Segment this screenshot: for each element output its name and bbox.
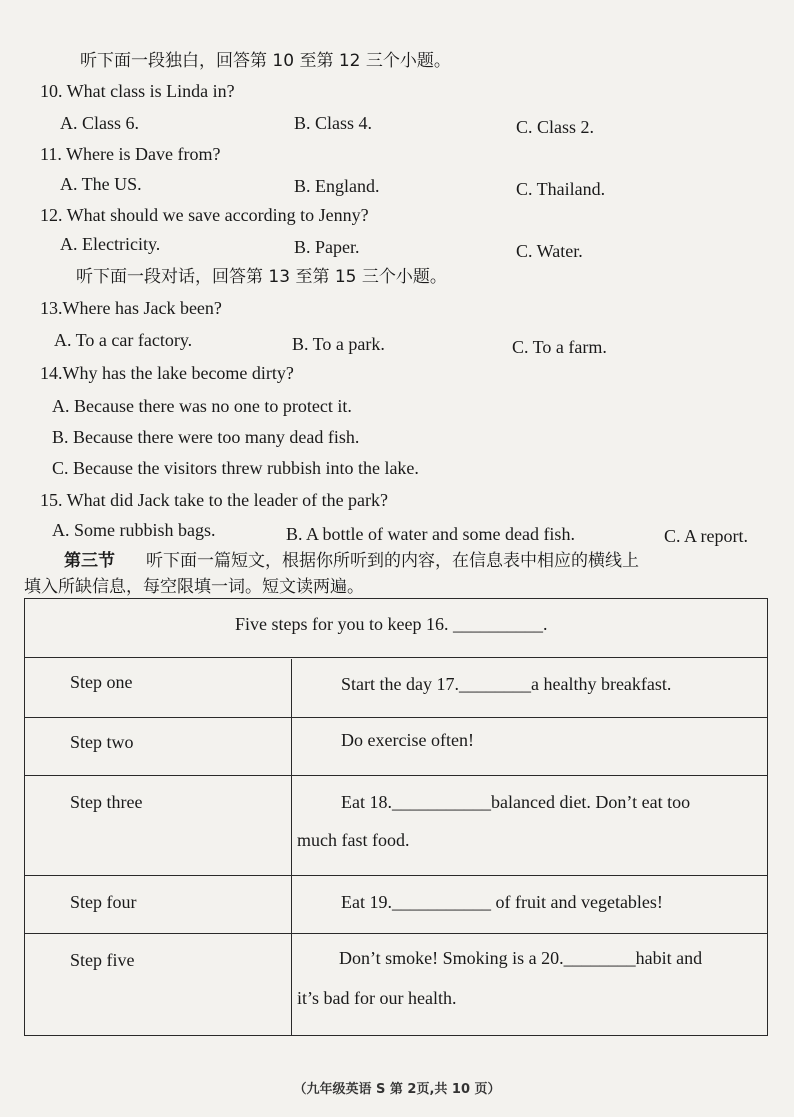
- q14-option-a: A. Because there was no one to protect it.: [52, 396, 352, 416]
- info-table: [24, 598, 768, 1036]
- step-content: Don’t smoke! Smoking is a 20.________habit and: [339, 948, 703, 968]
- q13-option-a: A. To a car factory.: [54, 330, 193, 350]
- step-content: Eat 18.___________balanced diet. Don’t eat too: [341, 792, 691, 812]
- table-title: Five steps for you to keep 16. __________.: [235, 614, 548, 634]
- step-content-continued: much fast food.: [297, 830, 410, 850]
- section3-heading: 第三节: [64, 551, 115, 571]
- section3-instruction-line2: 填入所缺信息，每空限填一词。短文读两遍。: [24, 577, 364, 597]
- question-15: 15. What did Jack take to the leader of the park?: [40, 490, 389, 510]
- table-divider: [25, 875, 767, 876]
- instruction-q13-15: 听下面一段对话，回答第 13 至第 15 三个小题。: [76, 267, 447, 287]
- q13-option-c: C. To a farm.: [512, 337, 607, 357]
- section3-instruction-line1: 听下面一篇短文，根据你所听到的内容，在信息表中相应的横线上: [146, 551, 639, 571]
- q12-option-a: A. Electricity.: [60, 234, 161, 254]
- q12-option-b: B. Paper.: [294, 237, 360, 257]
- q15-option-b: B. A bottle of water and some dead fish.: [286, 524, 575, 544]
- step-label: Step two: [70, 732, 134, 752]
- q10-option-c: C. Class 2.: [516, 117, 595, 137]
- q14-option-c: C. Because the visitors threw rubbish into the lake.: [52, 458, 419, 478]
- step-content-continued: it’s bad for our health.: [297, 988, 457, 1008]
- q13-option-b: B. To a park.: [292, 334, 385, 354]
- step-label: Step four: [70, 892, 137, 912]
- question-12: 12. What should we save according to Jenny?: [40, 205, 369, 225]
- table-divider: [25, 657, 767, 658]
- step-label: Step three: [70, 792, 143, 812]
- step-content: Eat 19.___________ of fruit and vegetables!: [341, 892, 663, 912]
- table-column-divider: [291, 659, 292, 1035]
- question-14: 14.Why has the lake become dirty?: [40, 363, 294, 383]
- q11-option-c: C. Thailand.: [516, 179, 606, 199]
- q15-option-a: A. Some rubbish bags.: [52, 520, 216, 540]
- step-content: Do exercise often!: [341, 730, 474, 750]
- question-13: 13.Where has Jack been?: [40, 298, 222, 318]
- q15-option-c: C. A report.: [664, 526, 748, 546]
- step-label: Step five: [70, 950, 135, 970]
- page-footer: （九年级英语 S 第 2页,共 10 页）: [293, 1082, 501, 1097]
- instruction-q10-12: 听下面一段独白，回答第 10 至第 12 三个小题。: [80, 51, 451, 71]
- q10-option-b: B. Class 4.: [294, 113, 373, 133]
- q11-option-b: B. England.: [294, 176, 380, 196]
- q12-option-c: C. Water.: [516, 241, 583, 261]
- question-10: 10. What class is Linda in?: [40, 81, 235, 101]
- q11-option-a: A. The US.: [60, 174, 142, 194]
- table-divider: [25, 933, 767, 934]
- q14-option-b: B. Because there were too many dead fish.: [52, 427, 360, 447]
- table-divider: [25, 775, 767, 776]
- step-label: Step one: [70, 672, 133, 692]
- table-divider: [25, 717, 767, 718]
- question-11: 11. Where is Dave from?: [40, 144, 221, 164]
- q10-option-a: A. Class 6.: [60, 113, 140, 133]
- step-content: Start the day 17.________a healthy breakfast.: [341, 674, 672, 694]
